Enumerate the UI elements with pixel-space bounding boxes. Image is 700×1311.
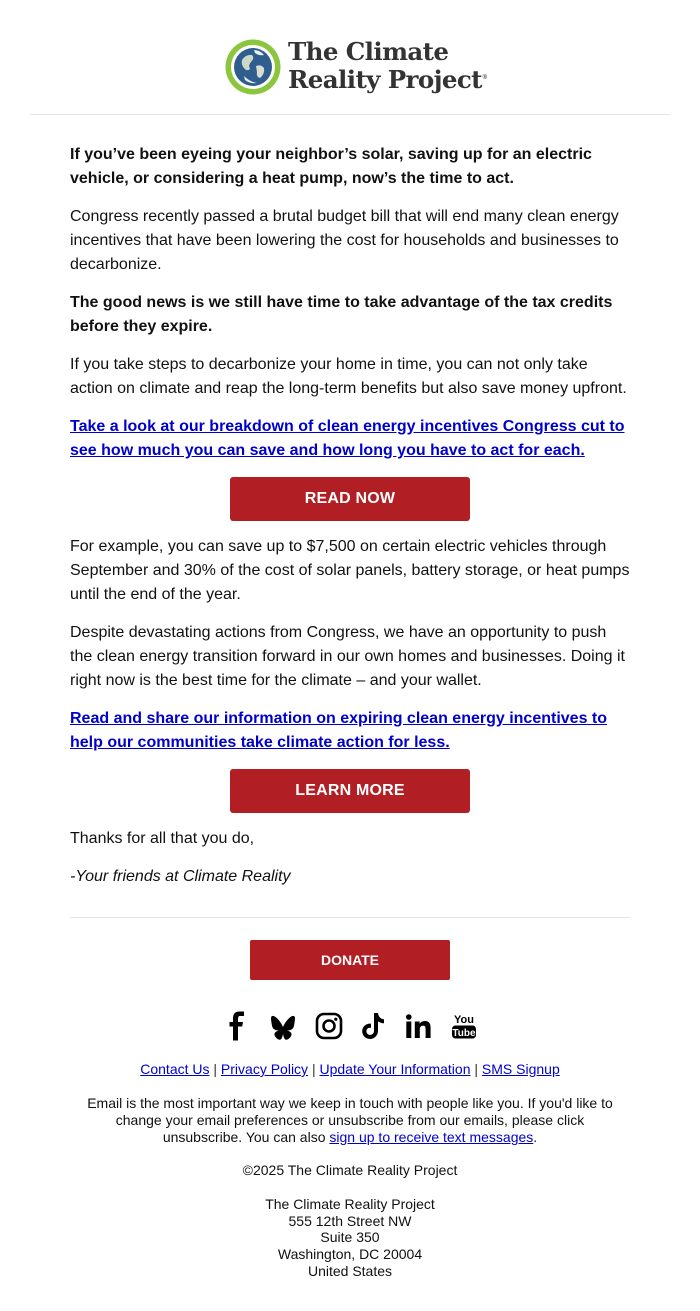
breakdown-link[interactable]: Take a look at our breakdown of clean energy incentives Congress cut to see how much you can save and how long you have to act for each. — [70, 418, 625, 459]
intro-paragraph: If you’ve been eyeing your neighbor’s solar, saving up for an electric vehicle, or considering a heat pump, now’s the time to act. — [70, 146, 592, 187]
sms-signup-link[interactable]: SMS Signup — [481, 1061, 560, 1077]
registered-mark: ® — [481, 74, 488, 81]
address-country: United States — [307, 1262, 393, 1279]
budget-bill-paragraph: Congress recently passed a brutal budget bill that will end many clean energy incentives that have been lowering the cost for households and businesses to decarbonize. — [70, 208, 619, 273]
youtube-icon[interactable] — [450, 1011, 478, 1041]
share-link-paragraph — [70, 707, 630, 755]
address-suite: Suite 350 — [320, 1229, 380, 1246]
climate-reality-logo[interactable] — [224, 37, 488, 97]
linkedin-icon[interactable] — [404, 1011, 432, 1041]
youtube-text-bottom: Tube — [452, 1028, 476, 1039]
decarbonize-paragraph: If you take steps to decarbonize your home in time, you can not only take action on climate and reap the long-term benefits but also save money upfront. — [70, 356, 627, 397]
example-paragraph: For example, you can save up to $7,500 on certain electric vehicles through September and 30% of the cost of solar panels, battery storage, or heat pumps until the end of the year. — [70, 538, 630, 603]
address-org: The Climate Reality Project — [265, 1196, 435, 1212]
link-separator: | — [209, 1061, 221, 1077]
update-information-link[interactable]: Update Your Information — [319, 1061, 471, 1077]
header-divider — [30, 114, 670, 115]
text-messages-link[interactable]: sign up to receive text messages — [329, 1129, 534, 1145]
email-preferences-note — [80, 1095, 620, 1146]
link-separator: | — [308, 1061, 320, 1077]
social-icons-row — [220, 1011, 480, 1043]
contact-us-link[interactable]: Contact Us — [140, 1061, 210, 1077]
email-header — [0, 0, 700, 114]
mailing-address — [0, 1196, 700, 1280]
youtube-text-top: You — [454, 1014, 474, 1026]
note-text: Email is the most important way we keep in touch with people like you. If you'd like to change your email preferences or unsubscribe from our emails, please click unsubscribe. You can also — [87, 1095, 613, 1145]
address-city: Washington, DC 20004 — [277, 1246, 423, 1263]
thanks-line: Thanks for all that you do, — [70, 830, 255, 847]
copyright-text: ©2025 The Climate Reality Project — [242, 1162, 458, 1178]
footer-divider — [70, 917, 630, 918]
footer-links — [0, 1060, 700, 1078]
note-end: . — [533, 1129, 538, 1145]
share-info-link[interactable]: Read and share our information on expiring clean energy incentives to help our communities take climate action for less. — [70, 710, 608, 751]
logo-line-2: Reality Project — [288, 65, 482, 95]
opportunity-paragraph: Despite devastating actions from Congress, we have an opportunity to push the clean energy transition forward in our own homes and businesses. Doing it right now is the best time for the climate – and your wallet. — [70, 624, 625, 689]
donate-button[interactable]: DONATE — [250, 940, 450, 980]
logo-wordmark — [288, 39, 487, 93]
read-now-button[interactable]: READ NOW — [230, 477, 470, 521]
tiktok-icon[interactable] — [360, 1011, 386, 1041]
signature-line: -Your friends at Climate Reality — [70, 868, 291, 885]
learn-more-button[interactable]: LEARN MORE — [230, 769, 470, 813]
email-body — [70, 143, 630, 903]
instagram-icon[interactable] — [314, 1011, 344, 1041]
privacy-policy-link[interactable]: Privacy Policy — [220, 1061, 309, 1077]
logo-line-1: The Climate — [288, 37, 449, 66]
breakdown-link-paragraph — [70, 415, 630, 463]
address-street: 555 12th Street NW — [288, 1212, 412, 1229]
good-news-paragraph: The good news is we still have time to take advantage of the tax credits before they expire. — [70, 294, 613, 335]
link-separator: | — [470, 1061, 482, 1077]
globe-icon — [224, 38, 282, 96]
facebook-icon[interactable] — [226, 1011, 248, 1041]
bluesky-icon[interactable] — [270, 1011, 296, 1041]
